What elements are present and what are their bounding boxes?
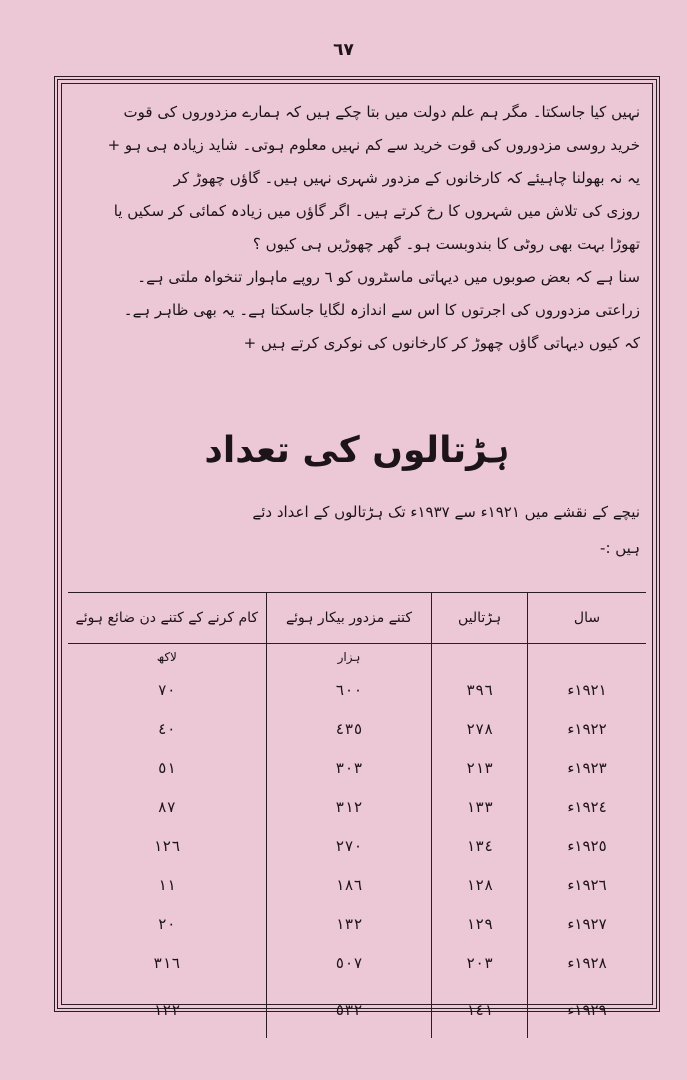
- page-number: ٦٧: [333, 40, 354, 60]
- table-row: [68, 826, 646, 865]
- cell-year: ١٩٢٣ء: [528, 748, 647, 787]
- cell-days: ٤٠: [157, 719, 176, 738]
- cell-workers: ٦٠٠: [266, 670, 432, 709]
- header-year: سال: [528, 593, 647, 644]
- cell-year: ١٩٢٤ء: [528, 787, 647, 826]
- table-header-row: [68, 593, 646, 644]
- cell-year: ١٩٢٧ء: [528, 904, 647, 943]
- strikes-table: [68, 592, 646, 1038]
- cell-strikes: ١٣٤: [432, 826, 528, 865]
- cell-strikes: ١٣٣: [432, 787, 528, 826]
- intro-line: نیچے کے نقشے میں ١٩٢١ء سے ١٩٣٧ء تک ہڑتالوں کے اعداد دئے: [252, 503, 640, 521]
- cell-strikes: ١٤١: [432, 982, 528, 1038]
- cell-days: ٨٧: [157, 797, 176, 816]
- cell-year: ١٩٢٨ء: [528, 943, 647, 982]
- table-row: [68, 982, 646, 1038]
- intro-line: ہیں :-: [600, 539, 640, 557]
- cell-days: ٣١٦: [153, 953, 181, 972]
- table-row: [68, 670, 646, 709]
- body-paragraph: [74, 96, 640, 360]
- table-row: [68, 904, 646, 943]
- cell-workers: ٤٣٥: [266, 709, 432, 748]
- cell-days: ٢٠: [157, 914, 176, 933]
- cell-workers: ١٨٦: [266, 865, 432, 904]
- section-heading: ہڑتالوں کی تعداد: [204, 430, 510, 471]
- cell-year: ١٩٢١ء: [528, 670, 647, 709]
- paragraph-line: تھوڑا بہت بھی روٹی کا بندوبست ہو۔ گھر چھوڑیں ہی کیوں ؟: [252, 235, 640, 253]
- cell-workers: ١٣٢: [266, 904, 432, 943]
- paragraph-line: یہ نہ بھولنا چاہیئے کہ کارخانوں کے مزدور شہری نہیں ہیں۔ گاؤں چھوڑ کر: [173, 169, 640, 187]
- table-row: [68, 709, 646, 748]
- unit-days: لاکھ: [156, 650, 177, 664]
- header-workers: کتنے مزدور بیکار ہوئے: [266, 593, 432, 644]
- cell-strikes: ٢١٣: [432, 748, 528, 787]
- cell-year: ١٩٢٩ء: [528, 982, 647, 1038]
- cell-days: ٧٠: [157, 680, 176, 699]
- header-strikes: ہڑتالیں: [432, 593, 528, 644]
- cell-strikes: ٢٠٣: [432, 943, 528, 982]
- table-row: [68, 865, 646, 904]
- paragraph-line: کہ کیوں دیہاتی گاؤں چھوڑ کر کارخانوں کی نوکری کرتے ہیں +: [243, 334, 640, 352]
- paragraph-line: روزی کی تلاش میں شہروں کا رخ کرتے ہیں۔ اگر گاؤں میں زیادہ کمائی کر سکیں یا: [113, 202, 640, 220]
- unit-workers: ہزار: [266, 644, 432, 671]
- cell-strikes: ٣٩٦: [432, 670, 528, 709]
- paragraph-line: خرید روسی مزدوروں کی قوت خرید سے کم نہیں معلوم ہوتی۔ شاید زیادہ ہی ہو +: [107, 136, 640, 154]
- cell-strikes: ٢٧٨: [432, 709, 528, 748]
- cell-days: ١٢٦: [153, 836, 181, 855]
- unit-strikes: [432, 644, 528, 671]
- table-intro: [74, 494, 640, 566]
- cell-workers: ٣١٢: [266, 787, 432, 826]
- cell-strikes: ١٢٨: [432, 865, 528, 904]
- header-days-lost: کام کرنے کے کتنے دن ضائع ہوئے: [68, 593, 266, 644]
- table-row: [68, 943, 646, 982]
- units-row: [68, 644, 646, 671]
- table-row: [68, 787, 646, 826]
- paragraph-line: سنا ہے کہ بعض صوبوں میں دیہاتی ماسٹروں کو ٦ روپے ماہوار تنخواہ ملتی ہے۔: [137, 268, 640, 286]
- cell-workers: ٥٣٢: [266, 982, 432, 1038]
- cell-year: ١٩٢٥ء: [528, 826, 647, 865]
- unit-year: [528, 644, 647, 671]
- cell-workers: ٥٠٧: [266, 943, 432, 982]
- paragraph-line: زراعتی مزدوروں کی اجرتوں کا اس سے اندازہ لگایا جاسکتا ہے۔ یہ بھی ظاہر ہے۔: [123, 301, 640, 319]
- cell-workers: ٢٧٠: [266, 826, 432, 865]
- table-row: [68, 748, 646, 787]
- cell-workers: ٣٠٣: [266, 748, 432, 787]
- cell-year: ١٩٢٦ء: [528, 865, 647, 904]
- cell-days: ١٢٢: [153, 1001, 181, 1019]
- cell-days: ١١: [157, 875, 176, 894]
- cell-days: ٥١: [157, 758, 176, 777]
- cell-year: ١٩٢٢ء: [528, 709, 647, 748]
- cell-strikes: ١٢٩: [432, 904, 528, 943]
- paragraph-line: نہیں کیا جاسکتا۔ مگر ہم علم دولت میں بتا چکے ہیں کہ ہمارے مزدوروں کی قوت: [123, 103, 640, 121]
